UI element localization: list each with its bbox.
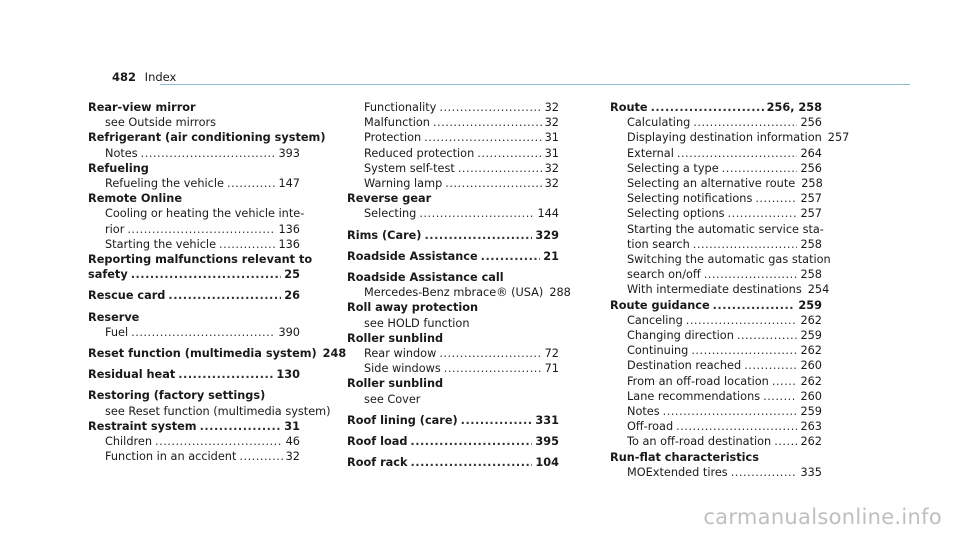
page-ref[interactable]: 395 bbox=[535, 435, 559, 449]
index-heading[interactable] bbox=[347, 413, 559, 428]
entry-text: Changing direction bbox=[627, 329, 734, 343]
page-ref[interactable]: 258 bbox=[800, 237, 822, 251]
dot-leader bbox=[239, 449, 282, 464]
watermark: carmanualsonline.info bbox=[703, 505, 942, 529]
index-heading[interactable] bbox=[88, 288, 300, 303]
entry-text: Functionality bbox=[364, 101, 437, 114]
entry-text: Fuel bbox=[105, 325, 129, 339]
entry-text: Roof rack bbox=[347, 456, 408, 470]
index-subentry[interactable] bbox=[88, 434, 300, 449]
entry-text: Refrigerant (air conditioning system) bbox=[88, 131, 326, 145]
index-entry bbox=[347, 191, 559, 221]
entry-text: Off-road bbox=[627, 420, 674, 434]
dot-leader bbox=[410, 434, 532, 449]
index-heading bbox=[88, 252, 313, 267]
dot-leader bbox=[419, 206, 534, 221]
page-ref[interactable]: 262 bbox=[800, 374, 822, 388]
entry-text: Roadside Assistance bbox=[347, 249, 478, 263]
dot-leader bbox=[772, 374, 798, 389]
entry-text: Notes bbox=[105, 146, 138, 160]
dot-leader bbox=[691, 343, 797, 358]
dot-leader bbox=[127, 222, 275, 237]
page-ref[interactable]: 257 bbox=[827, 131, 850, 145]
dot-leader bbox=[461, 413, 533, 428]
page-ref[interactable]: 257 bbox=[800, 192, 822, 206]
dot-leader bbox=[713, 298, 796, 313]
page-ref[interactable]: 130 bbox=[276, 368, 300, 382]
entry-text: Route guidance bbox=[610, 298, 710, 312]
page-ref[interactable]: 104 bbox=[535, 456, 559, 470]
dot-leader bbox=[686, 313, 798, 328]
dot-leader bbox=[439, 100, 541, 115]
index-column-1 bbox=[88, 100, 347, 464]
index-entry bbox=[88, 100, 300, 130]
page-ref[interactable]: 264 bbox=[800, 146, 822, 160]
index-heading[interactable] bbox=[88, 267, 300, 282]
page-ref[interactable]: 288 bbox=[549, 286, 571, 300]
index-entry bbox=[347, 270, 571, 300]
index-subentry[interactable] bbox=[88, 222, 300, 237]
index-entry bbox=[88, 346, 347, 361]
index-heading bbox=[88, 388, 300, 403]
index-subentry[interactable] bbox=[610, 343, 822, 358]
entry-text: Malfunction bbox=[364, 116, 430, 130]
index-heading bbox=[347, 331, 559, 346]
entry-text: Roller sunblind bbox=[347, 331, 444, 345]
entry-text: External bbox=[627, 146, 674, 160]
index-entry bbox=[347, 376, 559, 406]
index-subentry[interactable] bbox=[610, 161, 822, 176]
index-subentry bbox=[88, 115, 300, 130]
entry-text: With intermediate destinations bbox=[627, 283, 802, 297]
index-heading bbox=[88, 161, 300, 176]
index-subentry bbox=[347, 392, 559, 407]
index-subentry[interactable] bbox=[610, 130, 850, 145]
index-subentry[interactable] bbox=[610, 176, 822, 191]
dot-leader bbox=[424, 130, 541, 145]
index-entry bbox=[347, 331, 559, 377]
dot-leader bbox=[219, 237, 275, 252]
index-subentry[interactable] bbox=[610, 237, 822, 252]
dot-leader bbox=[168, 288, 281, 303]
dot-leader bbox=[774, 434, 797, 449]
index-heading bbox=[88, 100, 300, 115]
entry-text: Rear-view mirror bbox=[88, 101, 196, 114]
dot-leader bbox=[693, 115, 797, 130]
entry-text: Roof load bbox=[347, 435, 408, 449]
index-subentry[interactable] bbox=[610, 282, 830, 297]
entry-text: Reset function (multimedia system) bbox=[88, 347, 317, 361]
index-entry bbox=[88, 191, 305, 252]
index-subentry[interactable] bbox=[610, 115, 822, 130]
page-ref[interactable]: 331 bbox=[535, 413, 559, 427]
page-ref[interactable]: 31 bbox=[544, 131, 559, 145]
dot-leader bbox=[439, 346, 541, 361]
index-entry bbox=[88, 388, 331, 418]
page-ref[interactable]: 260 bbox=[800, 359, 822, 373]
index-heading bbox=[88, 191, 300, 206]
page-ref[interactable]: 257 bbox=[800, 207, 822, 221]
entry-text: Selecting options bbox=[627, 207, 725, 221]
entry-text: Protection bbox=[364, 131, 422, 145]
page-ref[interactable]: 32 bbox=[285, 450, 300, 464]
page-ref[interactable]: 335 bbox=[800, 465, 822, 479]
page-ref[interactable]: 71 bbox=[544, 362, 559, 376]
index-subentry bbox=[347, 316, 559, 331]
dot-leader bbox=[651, 100, 764, 115]
page-ref[interactable]: 32 bbox=[544, 116, 559, 130]
index-heading bbox=[347, 376, 559, 391]
page-ref[interactable]: 32 bbox=[544, 177, 559, 191]
dot-leader bbox=[410, 455, 532, 470]
page-ref[interactable]: 258 bbox=[800, 268, 822, 282]
page-ref[interactable]: 263 bbox=[800, 420, 822, 434]
entry-text: Rescue card bbox=[88, 289, 166, 303]
entry-text: Restraint system bbox=[88, 419, 197, 433]
entry-text: Selecting a type bbox=[627, 161, 719, 175]
index-entry bbox=[347, 100, 559, 191]
index-subentry bbox=[88, 404, 331, 419]
index-column-3 bbox=[610, 100, 850, 480]
index-heading bbox=[347, 191, 559, 206]
index-entry bbox=[610, 100, 850, 298]
entry-text: Side windows bbox=[364, 362, 441, 376]
index-entry bbox=[88, 367, 300, 382]
entry-text: Function in an accident bbox=[105, 450, 237, 464]
entry-text: System self-test bbox=[364, 161, 455, 175]
entry-text: Remote Online bbox=[88, 192, 182, 206]
page-ref[interactable]: 259 bbox=[798, 298, 822, 312]
index-entry bbox=[88, 288, 300, 303]
dot-leader bbox=[131, 267, 282, 282]
dot-leader bbox=[444, 361, 542, 376]
entry-text: Reverse gear bbox=[347, 192, 432, 206]
index-entry bbox=[347, 434, 559, 449]
entry-text: Roadside Assistance call bbox=[347, 271, 504, 285]
index-subentry[interactable] bbox=[610, 404, 822, 419]
index-heading[interactable] bbox=[88, 346, 347, 361]
entry-text: MOExtended tires bbox=[627, 465, 728, 479]
index-heading bbox=[347, 300, 559, 315]
index-entry bbox=[347, 413, 559, 428]
entry-text: Refueling bbox=[88, 161, 149, 175]
entry-text: Reporting malfunctions relevant to bbox=[88, 253, 313, 267]
entry-text: Reserve bbox=[88, 310, 140, 324]
index-subentry[interactable] bbox=[88, 449, 300, 464]
dot-leader bbox=[227, 176, 275, 191]
index-subentry[interactable] bbox=[610, 328, 822, 343]
index-heading[interactable] bbox=[347, 434, 559, 449]
index-subentry[interactable] bbox=[610, 313, 822, 328]
page-ref[interactable]: 32 bbox=[544, 161, 559, 175]
entry-text: From an off-road location bbox=[627, 374, 769, 388]
index-subentry[interactable] bbox=[347, 130, 559, 145]
index-heading bbox=[610, 450, 822, 465]
entry-text: see Reset function (multimedia system) bbox=[105, 404, 331, 418]
entry-text: Reduced protection bbox=[364, 146, 475, 160]
dot-leader bbox=[477, 146, 541, 161]
index-subentry[interactable] bbox=[88, 237, 300, 252]
entry-text: safety bbox=[88, 268, 128, 282]
index-subentry[interactable] bbox=[347, 115, 559, 130]
page-ref[interactable]: 256 bbox=[800, 116, 822, 130]
entry-text: rior bbox=[105, 222, 125, 236]
entry-text: see Outside mirrors bbox=[105, 116, 217, 130]
entry-text: Continuing bbox=[627, 344, 689, 358]
index-subentry[interactable] bbox=[610, 358, 822, 373]
index-entry bbox=[347, 455, 559, 470]
page-ref[interactable]: 147 bbox=[278, 177, 300, 191]
entry-text: Starting the automatic service sta- bbox=[627, 222, 824, 236]
entry-text: Cooling or heating the vehicle inte- bbox=[105, 207, 305, 221]
dot-leader bbox=[722, 161, 798, 176]
index-subentry bbox=[610, 222, 822, 237]
index-subentry[interactable] bbox=[347, 176, 559, 191]
page-ref[interactable]: 390 bbox=[278, 325, 300, 339]
dot-leader bbox=[200, 419, 282, 434]
entry-text: Warning lamp bbox=[364, 177, 443, 191]
dot-leader bbox=[433, 115, 542, 130]
index-heading[interactable] bbox=[88, 419, 300, 434]
entry-text: Displaying destination information bbox=[627, 131, 822, 145]
page-ref[interactable]: 329 bbox=[535, 228, 559, 242]
entry-text: Calculating bbox=[627, 116, 691, 130]
page-ref[interactable]: 262 bbox=[800, 313, 822, 327]
entry-text: Selecting bbox=[364, 207, 417, 221]
index-subentry[interactable] bbox=[88, 176, 300, 191]
entry-text: To an off-road destination bbox=[627, 435, 772, 449]
entry-text: Children bbox=[105, 435, 153, 449]
dot-leader bbox=[458, 161, 542, 176]
index-subentry[interactable] bbox=[347, 361, 559, 376]
index-subentry[interactable] bbox=[88, 146, 300, 161]
index-entry bbox=[88, 252, 313, 282]
page-ref[interactable]: 136 bbox=[278, 222, 300, 236]
page-ref[interactable]: 25 bbox=[284, 268, 300, 282]
dot-leader bbox=[178, 367, 273, 382]
index-column-2 bbox=[347, 100, 571, 470]
dot-leader bbox=[663, 404, 798, 419]
dot-leader bbox=[744, 358, 797, 373]
index-entry bbox=[88, 419, 300, 465]
index-heading[interactable] bbox=[610, 100, 822, 115]
index-subentry[interactable] bbox=[610, 206, 822, 221]
index-subentry[interactable] bbox=[347, 100, 559, 115]
index-subentry[interactable] bbox=[610, 267, 822, 282]
index-heading bbox=[347, 270, 559, 285]
index-heading[interactable] bbox=[88, 367, 300, 382]
index-heading[interactable] bbox=[347, 228, 559, 243]
entry-text: Roof lining (care) bbox=[347, 413, 458, 427]
index-subentry[interactable] bbox=[610, 146, 822, 161]
index-entry bbox=[610, 450, 822, 480]
section-title: Index bbox=[144, 70, 177, 84]
dot-leader bbox=[755, 191, 797, 206]
index-subentry[interactable] bbox=[610, 434, 822, 449]
entry-text: Rear window bbox=[364, 347, 437, 361]
page-header bbox=[112, 70, 176, 84]
entry-text: see HOLD function bbox=[364, 316, 470, 330]
index-subentry[interactable] bbox=[347, 285, 571, 300]
entry-text: tion search bbox=[627, 237, 690, 251]
index-heading bbox=[88, 310, 300, 325]
dot-leader bbox=[763, 389, 797, 404]
page-ref[interactable]: 136 bbox=[278, 237, 300, 251]
index-entry bbox=[347, 300, 559, 330]
index-entry bbox=[610, 298, 822, 450]
index-subentry[interactable] bbox=[610, 465, 822, 480]
index-heading[interactable] bbox=[610, 298, 822, 313]
entry-text: Roll away protection bbox=[347, 301, 479, 315]
dot-leader bbox=[481, 249, 541, 264]
page-ref[interactable]: 393 bbox=[278, 146, 300, 160]
page-ref[interactable]: 248 bbox=[322, 347, 347, 361]
entry-text: see Cover bbox=[364, 392, 421, 406]
page-ref[interactable]: 31 bbox=[284, 419, 300, 433]
entry-text: Run-flat characteristics bbox=[610, 450, 759, 464]
entry-text: search on/off bbox=[627, 268, 701, 282]
page-ref[interactable]: 144 bbox=[537, 207, 559, 221]
page-ref[interactable]: 259 bbox=[800, 405, 822, 419]
dot-leader bbox=[704, 267, 798, 282]
entry-text: Lane recommendations bbox=[627, 389, 761, 403]
dot-leader bbox=[731, 465, 798, 480]
page-ref[interactable]: 262 bbox=[800, 435, 822, 449]
entry-text: Mercedes-Benz mbrace® (USA) bbox=[364, 286, 544, 300]
index-entry bbox=[88, 161, 300, 191]
page-ref[interactable]: 256 bbox=[800, 161, 822, 175]
header-divider bbox=[160, 84, 910, 85]
index-subentry[interactable] bbox=[88, 325, 300, 340]
entry-text: Canceling bbox=[627, 313, 683, 327]
dot-leader bbox=[676, 419, 797, 434]
page-ref[interactable]: 32 bbox=[544, 101, 559, 114]
index-subentry[interactable] bbox=[610, 419, 822, 434]
dot-leader bbox=[155, 434, 283, 449]
entry-text: Refueling the vehicle bbox=[105, 177, 224, 191]
index-heading bbox=[88, 130, 326, 145]
dot-leader bbox=[677, 146, 798, 161]
entry-text: Rims (Care) bbox=[347, 228, 422, 242]
dot-leader bbox=[131, 325, 275, 340]
page-ref[interactable]: 256, 258 bbox=[766, 101, 822, 114]
entry-text: Restoring (factory settings) bbox=[88, 389, 266, 403]
index-heading[interactable] bbox=[347, 249, 559, 264]
index-subentry[interactable] bbox=[347, 346, 559, 361]
index-subentry bbox=[88, 206, 305, 221]
page-ref[interactable]: 21 bbox=[543, 249, 559, 263]
entry-text: Roller sunblind bbox=[347, 377, 444, 391]
entry-text: Destination reached bbox=[627, 359, 742, 373]
page-ref[interactable]: 259 bbox=[800, 329, 822, 343]
page-ref[interactable]: 26 bbox=[284, 289, 300, 303]
entry-text: Notes bbox=[627, 405, 660, 419]
index-subentry[interactable] bbox=[347, 161, 559, 176]
entry-text: Starting the vehicle bbox=[105, 237, 217, 251]
page-ref[interactable]: 254 bbox=[807, 283, 830, 297]
page-ref[interactable]: 262 bbox=[800, 344, 822, 358]
dot-leader bbox=[424, 228, 532, 243]
index-entry bbox=[88, 310, 300, 340]
index-entry bbox=[347, 228, 559, 243]
index-subentry[interactable] bbox=[610, 191, 822, 206]
page-number: 482 bbox=[112, 70, 137, 84]
dot-leader bbox=[445, 176, 541, 191]
index-entry bbox=[347, 249, 559, 264]
index-subentry bbox=[610, 252, 831, 267]
dot-leader bbox=[728, 206, 798, 221]
page-ref[interactable]: 258 bbox=[801, 177, 823, 191]
entry-text: Residual heat bbox=[88, 368, 176, 382]
page-ref[interactable]: 46 bbox=[285, 435, 300, 449]
dot-leader bbox=[693, 237, 798, 252]
dot-leader bbox=[737, 328, 798, 343]
index-entry bbox=[88, 130, 326, 160]
entry-text: Selecting notifications bbox=[627, 192, 753, 206]
entry-text: Selecting an alternative route bbox=[627, 177, 796, 191]
index-subentry[interactable] bbox=[610, 374, 822, 389]
page-ref[interactable]: 31 bbox=[544, 146, 559, 160]
entry-text: Switching the automatic gas station bbox=[627, 253, 831, 267]
dot-leader bbox=[141, 146, 276, 161]
index-heading[interactable] bbox=[347, 455, 559, 470]
index-subentry[interactable] bbox=[610, 389, 822, 404]
page-ref[interactable]: 260 bbox=[800, 389, 822, 403]
page-ref[interactable]: 72 bbox=[544, 347, 559, 361]
index-subentry[interactable] bbox=[347, 146, 559, 161]
entry-text: Route bbox=[610, 101, 648, 114]
index-subentry[interactable] bbox=[347, 206, 559, 221]
